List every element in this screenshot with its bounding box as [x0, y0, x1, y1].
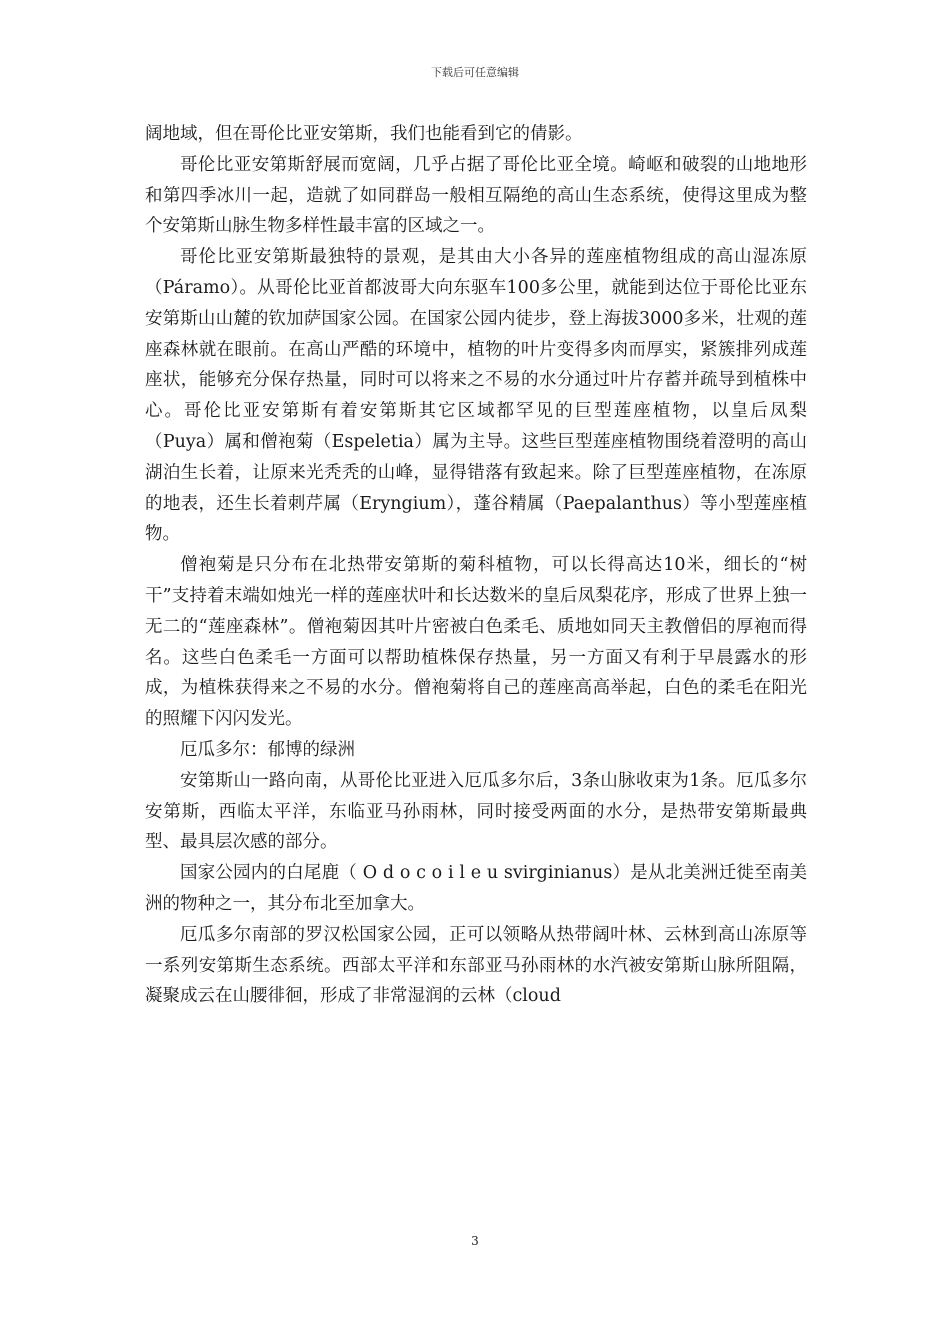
paragraph-paramo: 哥伦比亚安第斯最独特的景观，是其由大小各异的莲座植物组成的高山湿冻原（Páramo）。从哥伦比亚首都波哥大向东驱车100多公里，就能到达位于哥伦比亚东安第斯山山麓的钦加萨国家公园。在国家公园内徒步，登上海拔3000多米，壮观的莲座森林就在眼前。在高山严酷的环境中，植物的叶片变得多肉而厚实，紧簇排列成莲座状，能够充分保存热量，同时可以将来之不易的水分通过叶片存蓄并疏导到植株中心。哥伦比亚安第斯有着安第斯其它区域都罕见的巨型莲座植物，以皇后凤梨（Puya）属和僧袍菊（Espeletia）属为主导。这些巨型莲座植物围绕着澄明的高山湖泊生长着，让原来光秃秃的山峰，显得错落有致起来。除了巨型莲座植物，在冻原的地表，还生长着刺芹属（Eryngium），蓬谷精属（Paepalanthus）等小型莲座植物。 — [145, 247, 807, 545]
paragraph-colombia-andes: 哥伦比亚安第斯舒展而宽阔，几乎占据了哥伦比亚全境。崎岖和破裂的山地地形和第四季冰川一起，造就了如同群岛一般相互隔绝的高山生态系统，使得这里成为整个安第斯山脉生物多样性最丰富的区域之一。 — [145, 154, 807, 237]
page-number: 3 — [471, 1234, 479, 1248]
section-heading-ecuador: 厄瓜多尔：郁博的绿洲 — [180, 739, 355, 760]
paragraph-ecuador-andes: 安第斯山一路向南，从哥伦比亚进入厄瓜多尔后，3条山脉收束为1条。厄瓜多尔安第斯，西临太平洋，东临亚马孙雨林，同时接受两面的水分，是热带安第斯最典型、最具层次感的部分。 — [145, 770, 807, 853]
paragraph-white-tailed-deer: 国家公园内的白尾鹿（ O d o c o i l e u svirginianus）是从北美洲迁徙至南美洲的物种之一，其分布北至加拿大。 — [145, 863, 807, 914]
paragraph-espeletia: 僧袍菊是只分布在北热带安第斯的菊科植物，可以长得高达10米，细长的“树干”支持着末端如烛光一样的莲座状叶和长达数米的皇后凤梨花序，形成了世界上独一无二的“莲座森林”。僧袍菊因其叶片密被白色柔毛、质地如同天主教僧侣的厚袍而得名。这些白色柔毛一方面可以帮助植株保存热量，另一方面又有利于早晨露水的形成，为植株获得来之不易的水分。僧袍菊将自己的莲座高高举起，白色的柔毛在阳光的照耀下闪闪发光。 — [145, 555, 807, 730]
document-body — [145, 119, 807, 1012]
paragraph-continuation: 阔地域，但在哥伦比亚安第斯，我们也能看到它的倩影。 — [145, 124, 583, 144]
paragraph-podocarpus-park: 厄瓜多尔南部的罗汉松国家公园，正可以领略从热带阔叶林、云林到高山冻原等一系列安第斯生态系统。西部太平洋和东部亚马孙雨林的水汽被安第斯山脉所阻隔，凝聚成云在山腰徘徊，形成了非常湿润的云林（cloud — [145, 924, 807, 1007]
page-header: 下载后可任意编辑 — [431, 66, 519, 79]
